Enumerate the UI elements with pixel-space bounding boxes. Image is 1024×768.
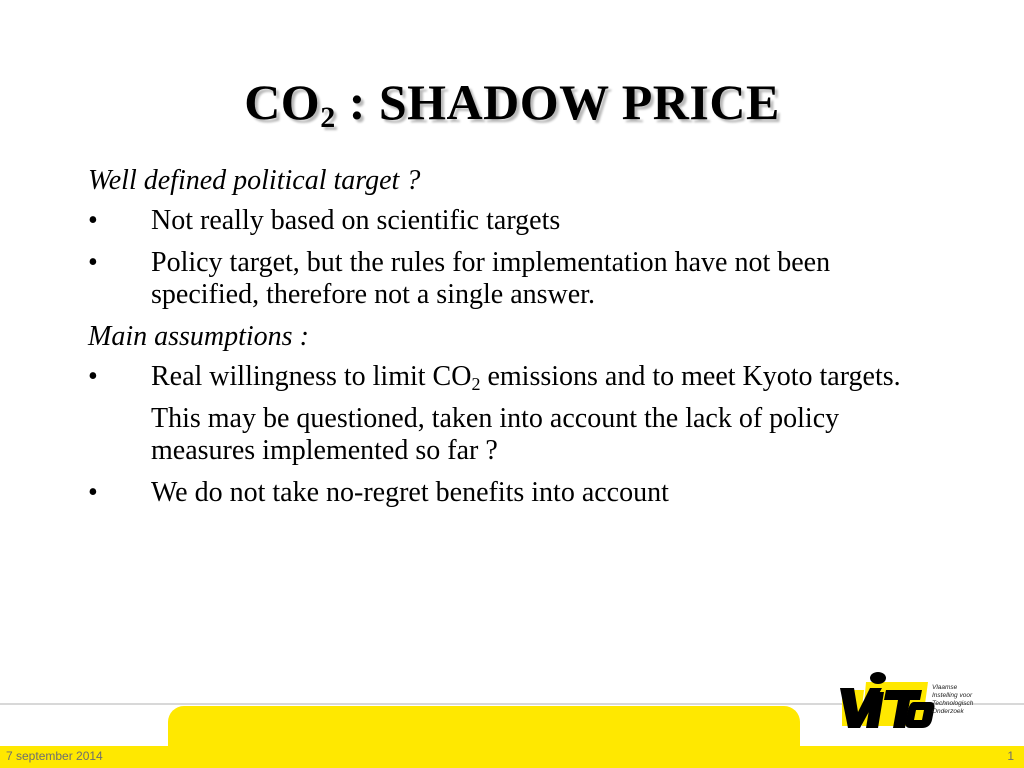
bullet-item: [88, 361, 928, 393]
logo-tagline-line: Onderzoek: [932, 708, 964, 715]
bullet-text: We do not take no-regret benefits into account: [151, 477, 669, 508]
bullet-mark: •: [88, 361, 98, 392]
bullet-mark: •: [88, 247, 98, 278]
section-heading-assumptions: Main assumptions :: [88, 321, 309, 352]
logo-tagline-line: Instelling voor: [932, 692, 973, 699]
page-number: 1: [1007, 749, 1014, 763]
section-heading-political-target: Well defined political target ?: [88, 165, 421, 196]
title-subscript: 2: [320, 101, 336, 134]
bullet-text: Not really based on scientific targets: [151, 205, 561, 236]
bullet-text-before: Real willingness to limit CO: [151, 361, 472, 392]
bullet-item: [88, 247, 928, 311]
title-prefix: CO: [244, 74, 321, 130]
co2-subscript: 2: [471, 374, 481, 394]
bullet-text-after: emissions and to meet Kyoto targets.: [480, 361, 901, 392]
slide-title: [0, 72, 1024, 132]
bullet-text-co2: [151, 361, 928, 393]
logo-tagline-line: Technologisch: [932, 700, 974, 707]
logo-tagline-line: Vlaamse: [932, 684, 958, 691]
bullet-text: Policy target, but the rules for implementation have not been specified, therefore not a single answer.: [151, 247, 831, 310]
bullet-item: [88, 477, 928, 509]
indented-note: This may be questioned, taken into account the lack of policy measures implemented so far ?: [151, 403, 840, 466]
footer-bar: [0, 746, 1024, 768]
footer-tab-shape: [168, 706, 800, 750]
title-suffix: : SHADOW PRICE: [335, 74, 780, 130]
footer-date: 7 september 2014: [6, 749, 103, 763]
slide-body: [88, 165, 928, 519]
bullet-item: [88, 205, 928, 237]
bullet-mark: •: [88, 477, 98, 508]
logo-tagline: [932, 684, 992, 716]
bullet-mark: •: [88, 205, 98, 236]
